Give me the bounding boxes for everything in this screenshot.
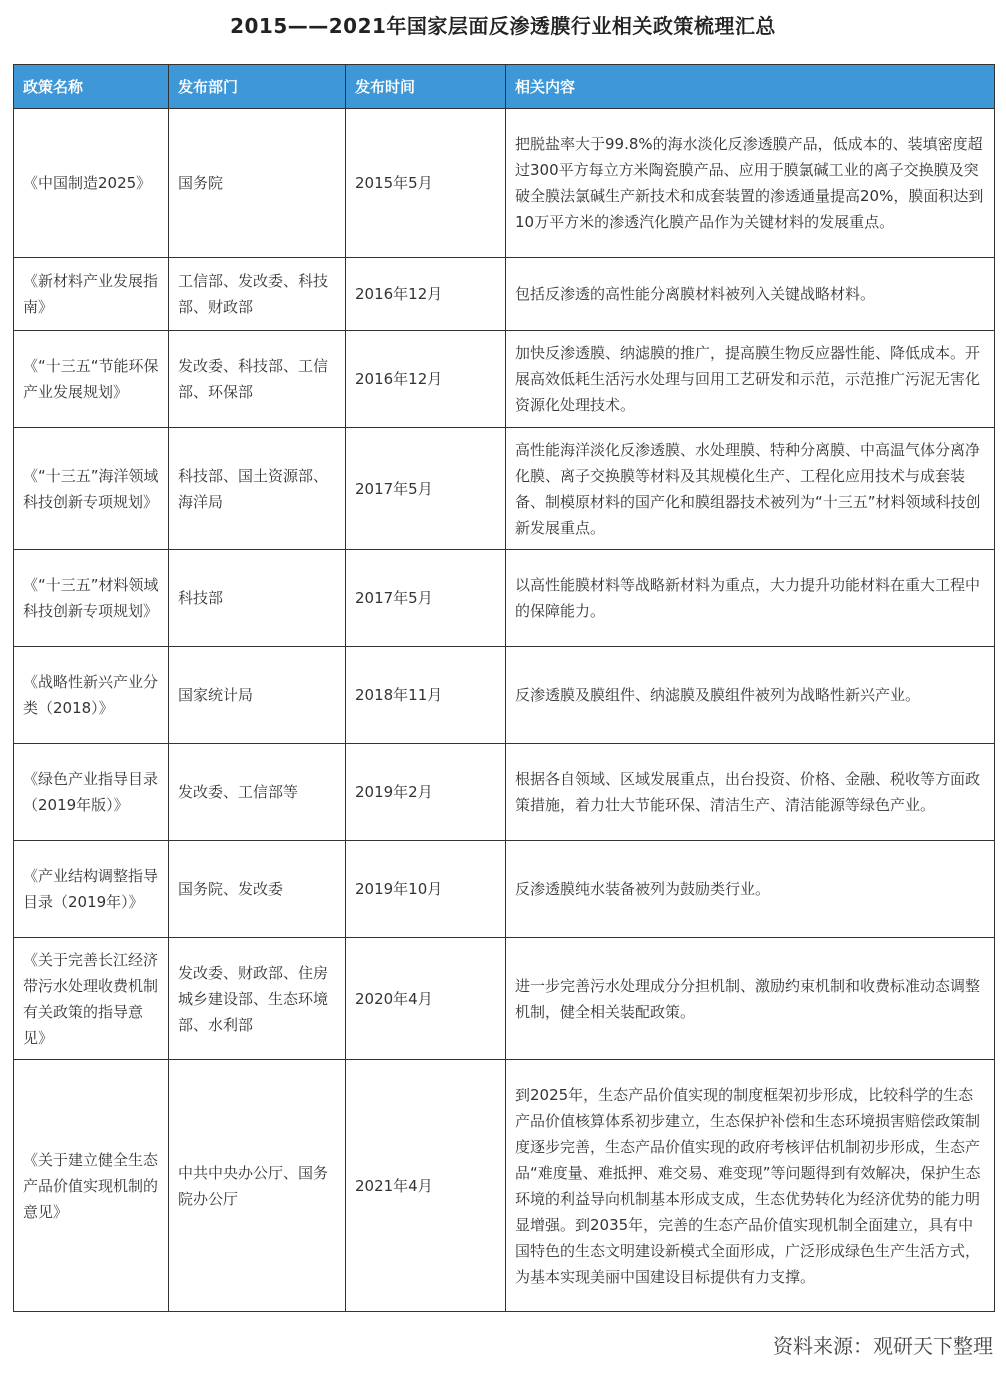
cell-policy-name: 《战略性新兴产业分类（2018）》 [14,647,169,744]
cell-policy-name: 《绿色产业指导目录（2019年版）》 [14,744,169,841]
table-row [14,428,995,550]
cell-department: 国务院、发改委 [169,841,346,938]
cell-content: 把脱盐率大于99.8%的海水淡化反渗透膜产品，低成本的、装填密度超过300平方每立方米陶瓷膜产品、应用于膜氯碱工业的离子交换膜及突破全膜法氯碱生产新技术和成套装置的渗透通量提高20%，膜面积达到10万平方米的渗透汽化膜产品作为关键材料的发展重点。 [506,109,995,258]
cell-date: 2018年11月 [346,647,506,744]
cell-date: 2015年5月 [346,109,506,258]
cell-department: 发改委、科技部、工信部、环保部 [169,331,346,428]
table-row [14,258,995,331]
cell-policy-name: 《关于建立健全生态产品价值实现机制的意见》 [14,1060,169,1312]
cell-date: 2016年12月 [346,331,506,428]
cell-content: 反渗透膜纯水装备被列为鼓励类行业。 [506,841,995,938]
header-policy-name: 政策名称 [14,65,169,109]
cell-content: 根据各自领域、区域发展重点，出台投资、价格、金融、税收等方面政策措施，着力壮大节能环保、清洁生产、清洁能源等绿色产业。 [506,744,995,841]
cell-content: 进一步完善污水处理成分分担机制、激励约束机制和收费标准动态调整机制，健全相关装配政策。 [506,938,995,1060]
table-row [14,1060,995,1312]
cell-policy-name: 《新材料产业发展指南》 [14,258,169,331]
cell-date: 2017年5月 [346,550,506,647]
cell-policy-name: 《“十三五“节能环保产业发展规划》 [14,331,169,428]
cell-department: 国务院 [169,109,346,258]
table-row [14,938,995,1060]
cell-policy-name: 《中国制造2025》 [14,109,169,258]
cell-department: 发改委、财政部、住房城乡建设部、生态环境部、水利部 [169,938,346,1060]
cell-content: 高性能海洋淡化反渗透膜、水处理膜、特种分离膜、中高温气体分离净化膜、离子交换膜等材料及其规模化生产、工程化应用技术与成套装备、制模原材料的国产化和膜组器技术被列为“十三五”材料领域科技创新发展重点。 [506,428,995,550]
table-row [14,647,995,744]
table-row [14,331,995,428]
cell-content: 到2025年，生态产品价值实现的制度框架初步形成，比较科学的生态产品价值核算体系初步建立，生态保护补偿和生态环境损害赔偿政策制度逐步完善，生态产品价值实现的政府考核评估机制初步形成，生态产品“难度量、难抵押、难交易、难变现”等问题得到有效解决，保护生态环境的利益导向机制基本形成支成，生态优势转化为经济优势的能力明显增强。到2035年，完善的生态产品价值实现机制全面建立，具有中国特色的生态文明建设新模式全面形成，广泛形成绿色生产生活方式，为基本实现美丽中国建设目标提供有力支撑。 [506,1060,995,1312]
cell-policy-name: 《关于完善长江经济带污水处理收费机制有关政策的指导意见》 [14,938,169,1060]
header-date: 发布时间 [346,65,506,109]
cell-policy-name: 《产业结构调整指导目录（2019年）》 [14,841,169,938]
source-note: 资料来源：观研天下整理 [773,1334,993,1358]
cell-date: 2017年5月 [346,428,506,550]
table-row [14,550,995,647]
cell-department: 科技部 [169,550,346,647]
cell-department: 中共中央办公厅、国务院办公厅 [169,1060,346,1312]
table-row [14,744,995,841]
cell-date: 2020年4月 [346,938,506,1060]
table-row [14,841,995,938]
header-content: 相关内容 [506,65,995,109]
cell-date: 2016年12月 [346,258,506,331]
page-title: 2015——2021年国家层面反渗透膜行业相关政策梳理汇总 [230,14,776,38]
cell-date: 2019年2月 [346,744,506,841]
cell-department: 国家统计局 [169,647,346,744]
cell-department: 发改委、工信部等 [169,744,346,841]
table-header-row [14,65,995,109]
cell-content: 加快反渗透膜、纳滤膜的推广，提高膜生物反应器性能、降低成本。开展高效低耗生活污水处理与回用工艺研发和示范，示范推广污泥无害化资源化处理技术。 [506,331,995,428]
cell-department: 科技部、国土资源部、海洋局 [169,428,346,550]
cell-department: 工信部、发改委、科技部、财政部 [169,258,346,331]
cell-content: 包括反渗透的高性能分离膜材料被列入关键战略材料。 [506,258,995,331]
cell-policy-name: 《“十三五”海洋领域科技创新专项规划》 [14,428,169,550]
cell-content: 以高性能膜材料等战略新材料为重点，大力提升功能材料在重大工程中的保障能力。 [506,550,995,647]
header-department: 发布部门 [169,65,346,109]
table-row [14,109,995,258]
cell-policy-name: 《“十三五”材料领域科技创新专项规划》 [14,550,169,647]
cell-content: 反渗透膜及膜组件、纳滤膜及膜组件被列为战略性新兴产业。 [506,647,995,744]
policy-table [13,64,995,1312]
cell-date: 2021年4月 [346,1060,506,1312]
cell-date: 2019年10月 [346,841,506,938]
